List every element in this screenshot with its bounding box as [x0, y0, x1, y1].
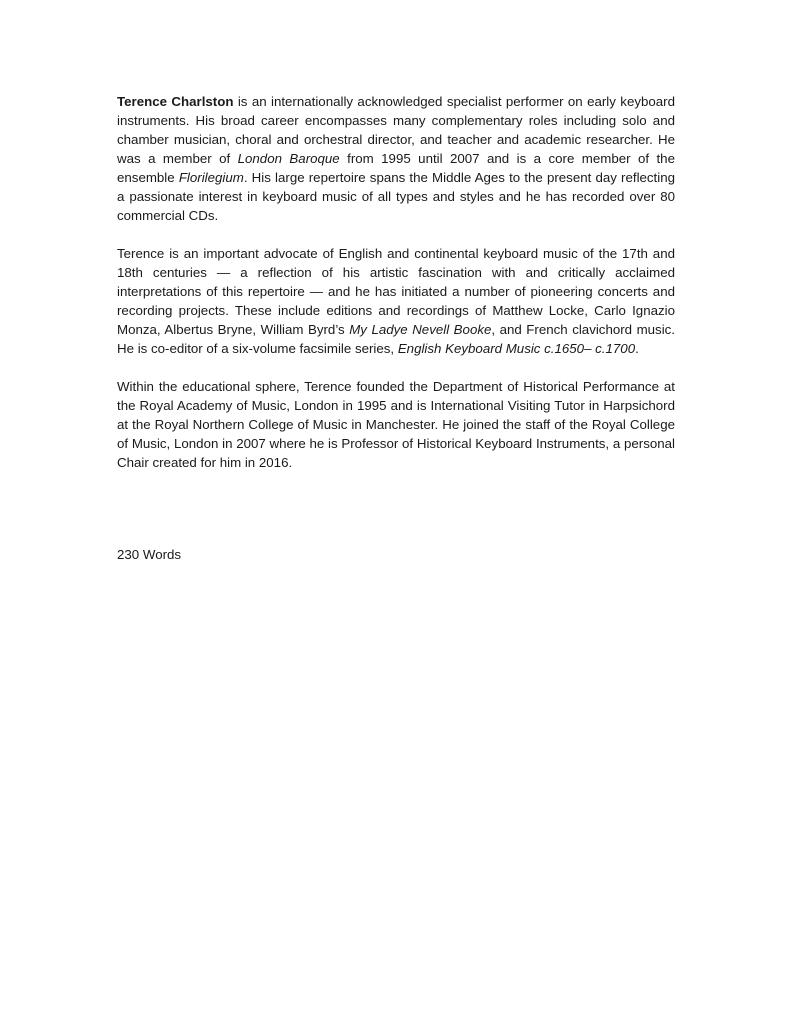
ensemble-name: Florilegium — [178, 170, 244, 185]
paragraph-2 — [117, 244, 675, 358]
paragraph-text: . His large repertoire spans the Middle Ages to the present day reflecting a passionate interest in keyboard music of all types and styles and he has recorded over 80 commercial CDs. — [117, 170, 676, 223]
paragraph-1 — [117, 92, 675, 225]
paragraph-3 — [117, 377, 675, 472]
biography-body — [117, 92, 675, 491]
paragraph-text: is an internationally acknowledged specialist performer on early keyboard instruments. His broad career encompasses many complementary roles including solo and chamber musician, choral and orchestral director, and teacher and academic researcher. He was a member of — [117, 94, 675, 166]
paragraph-text: Terence is an important advocate of English and continental keyboard music of the 17th and 18th centuries — a reflection of his artistic fascination with and critically acclaimed interpretations of this repertoire — and he has initiated a number of pioneering concerts and recording projects. These include editions and recordings of Matthew Locke, Carlo Ignazio Monza, Albertus Bryne, William Byrd’s — [117, 246, 675, 337]
ensemble-name: London Baroque — [237, 151, 340, 166]
paragraph-text: Within the educational sphere, Terence founded the Department of Historical Performance at the Royal Academy of Music, London in 1995 and is International Visiting Tutor in Harpsichord at the Royal Northern College of Music in Manchester. He joined the staff of the Royal College of Music, London in 2007 where he is Professor of Historical Keyboard Instruments, a personal Chair created for him in 2016. — [117, 379, 675, 470]
work-title: My Ladye Nevell Booke — [349, 322, 492, 337]
word-count: 230 Words — [117, 547, 182, 562]
paragraph-text: from 1995 until 2007 and is a core member of the ensemble — [117, 151, 675, 185]
paragraph-text: , and French clavichord music. He is co-editor of a six-volume facsimile series, — [117, 322, 676, 356]
series-title: English Keyboard Music c.1650– c.1700 — [397, 341, 636, 356]
paragraph-text: . — [635, 341, 639, 356]
performer-name: Terence Charlston — [117, 94, 234, 109]
